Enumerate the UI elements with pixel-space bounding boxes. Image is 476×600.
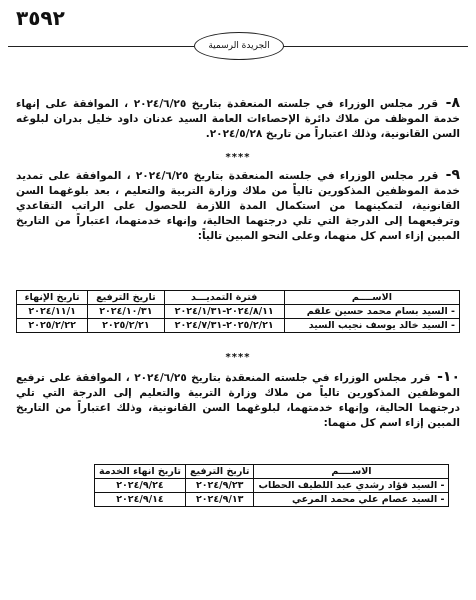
table-cell: ٢٠٢٤/٨/١١-٢٠٢٤/١/٣١ xyxy=(164,305,284,319)
table-header-row xyxy=(17,291,460,305)
column-header: تاريخ الإنهاء xyxy=(17,291,88,305)
decision-item-9 xyxy=(16,168,460,244)
extension-table xyxy=(16,290,460,333)
table-cell: ٢٠٢٤/١٠/٣١ xyxy=(88,305,164,319)
table-cell: - السيد خالد يوسف نجيب السيد xyxy=(284,319,459,333)
table-cell: ٢٠٢٥/٢/٢١-٢٠٢٤/٧/٣١ xyxy=(164,319,284,333)
header-rule-left xyxy=(8,46,194,47)
gazette-title-oval xyxy=(194,32,284,60)
decision-item-8 xyxy=(16,96,460,142)
table-cell: ٢٠٢٥/٢/٢٢ xyxy=(17,319,88,333)
column-header: الاســــم xyxy=(254,465,449,479)
item-text: قرر مجلس الوزراء في جلسته المنعقدة بتاريخ ٢٠٢٤/٦/٢٥ ، الموافقة على إنهاء خدمة الموظف من ملاك دائرة الإحصاءات العامة السيد عدنان داود خليل بدران لبلوغه السن القانونية، وذلك اعتباراً من تاريخ ٢٠٢٤/٥/٢٨. xyxy=(16,98,460,140)
item-number: ١٠- xyxy=(437,369,460,385)
item-text: قرر مجلس الوزراء في جلسته المنعقدة بتاريخ ٢٠٢٤/٦/٢٥ ، الموافقة على ترفيع الموظفين المذكورين تالياً من ملاك وزارة التربية والتعليم إلى الدرجة التي تلي درجتهما الحالية، وإنهاء خدمتهما، لبلوغهما السن القانونية، وذلك اعتباراً من التاريخ المبين إزاء اسم كل منهما: xyxy=(16,372,460,429)
decision-item-10 xyxy=(16,370,460,431)
table-row xyxy=(17,319,460,333)
table-cell: ٢٠٢٤/٩/٢٣ xyxy=(185,479,254,493)
table-cell: - السيد عصام علي محمد المرعي xyxy=(254,493,449,507)
item-number: ٩- xyxy=(445,167,460,183)
separator: **** xyxy=(225,152,251,163)
item-text: قرر مجلس الوزراء في جلسته المنعقدة بتاريخ ٢٠٢٤/٦/٢٥ ، الموافقة على تمديد خدمة الموظفين المذكورين تالياً من ملاك وزارة التربية والتعليم ، بعد بلوغهما السن القانونية، لتمكينهما من استكمال المدة اللازمة للحصول على الراتب التقاعدي وترفيعهما إلى الدرجة التي تلي درجتهما الحالية، وإنهاء خدمتهما، اعتباراً من التاريخ المبين إزاء اسم كل منهما، وعلى النحو المبين تالياً: xyxy=(16,170,460,242)
table-cell: ٢٠٢٤/٩/١٤ xyxy=(95,493,186,507)
table-row xyxy=(95,493,449,507)
table-cell: ٢٠٢٤/٩/١٣ xyxy=(185,493,254,507)
header-rule-right xyxy=(282,46,468,47)
table-row xyxy=(95,479,449,493)
gazette-title: الجريدة الرسمية xyxy=(208,41,270,51)
table-cell: ٢٠٢٤/٩/٢٤ xyxy=(95,479,186,493)
column-header: تاريخ الترفيع xyxy=(185,465,254,479)
table-cell: - السيد بسام محمد حسين علقم xyxy=(284,305,459,319)
page-number: ٣٥٩٢ xyxy=(16,6,65,30)
column-header: فترة التمديـــد xyxy=(164,291,284,305)
table-cell: ٢٠٢٥/٢/٢١ xyxy=(88,319,164,333)
table-header-row xyxy=(95,465,449,479)
column-header: تاريخ الترفيع xyxy=(88,291,164,305)
table-cell: - السيد فؤاد رشدي عبد اللطيف الحطاب xyxy=(254,479,449,493)
column-header: تاريخ انهاء الخدمة xyxy=(95,465,186,479)
column-header: الاســــم xyxy=(284,291,459,305)
promotion-table xyxy=(94,464,449,507)
table-cell: ٢٠٢٤/١١/١ xyxy=(17,305,88,319)
item-number: ٨- xyxy=(445,95,461,111)
separator: **** xyxy=(225,352,251,363)
table-row xyxy=(17,305,460,319)
